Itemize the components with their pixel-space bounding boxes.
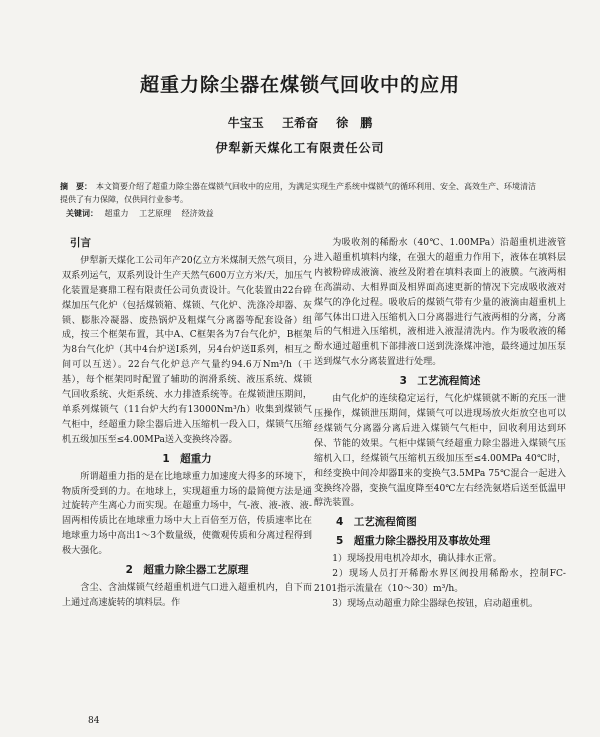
section-heading-3: 3 工艺流程简述 xyxy=(399,375,481,388)
section-2-paragraph: 含尘、含油煤锁气经超重机进气口进入超重机内，自下而上通过高速旋转的填料层。作 xyxy=(62,582,312,608)
keyword: 工艺原理 xyxy=(139,209,172,218)
intro-paragraph: 伊犁新天煤化工公司年产20亿立方米煤制天然气项目，分双系列运气，双系列设计生产天然气600万立方米/天，加压气化装置是赛鼎工程有限责任公司负责设计。气化装置由22台碎煤加压气化炉（包括煤锁箱、煤锁、气化炉、洗涤冷却器、灰锁、膨胀冷凝器、废热锅炉及粗煤气分离器等配套设备）组成，按三个框架布置，其中A、C框架各为7台气化炉，B框架为8台气化炉（其中4台炉送Ⅰ系列，另4台炉送Ⅱ系列，相互之间可以互送）。22台气化炉总产气量约94.6万Nm³/h（干基），每个框架同时配置了辅助的润滑系统、液压系统、煤锁气回收系统、火炬系统、水力排渣系统等。在煤锁泄压期间，单系列煤锁气（11台炉大约有13000Nm³/h）收集到煤锁气气柜中，经超重力除尘器后进入压缩机一段入口，煤锁气压缩机五级加压至≤4.00MPa送入变换终冷器。 xyxy=(62,255,312,445)
keywords-label: 关键词： xyxy=(66,208,98,218)
section-heading-5: 5 超重力除尘器投用及事故处理 xyxy=(336,535,491,548)
keywords xyxy=(66,208,222,219)
abstract-text: 本文简要介绍了超重力除尘器在煤锁气回收中的应用，为满足实现生产系统中煤锁气的循环利用、安全、高效生产、环境清洁提供了有力保障，仅供同行业参考。 xyxy=(60,182,536,204)
abstract xyxy=(60,180,542,206)
affiliation: 伊犁新天煤化工有限责任公司 xyxy=(215,141,385,155)
abstract-label: 摘 要： xyxy=(60,181,92,191)
author-name: 王希奋 xyxy=(281,116,318,130)
author-list xyxy=(0,114,600,131)
author-name: 徐 鹏 xyxy=(336,116,373,130)
section-heading-2: 2 超重力除尘器工艺原理 xyxy=(125,564,249,577)
left-column xyxy=(62,236,312,611)
page-number: 84 xyxy=(88,716,100,726)
paper-title: 超重力除尘器在煤锁气回收中的应用 xyxy=(139,74,460,96)
section-heading-1: 1 超重力 xyxy=(162,452,212,465)
section-heading-4: 4 工艺流程简图 xyxy=(336,516,417,529)
section-1-paragraph: 所谓超重力指的是在比地球重力加速度大得多的环境下，物质所受到的力。在地球上，实现超重力场的最简便方法是通过旋转产生离心力而实现。在超重力场中，气-液、液-液、液-固两相传质比在地球重力场中大上百倍至万倍，传质速率比在地球重力场中高出1～3个数量级，使微观传质和分离过程得到极大强化。 xyxy=(62,471,312,557)
procedure-step: 1）现场投用电机冷却水，确认排水正常。 xyxy=(332,554,502,565)
keyword: 超重力 xyxy=(104,209,129,218)
procedure-step: 2）现场人员打开稀酚水界区阀投用稀酚水，控制FC-2101指示流量在（10～30）m³/h。 xyxy=(314,569,566,594)
section-2-continued-paragraph: 为吸收剂的稀酚水（40℃、1.00MPa）沿超重机进液管进入超重机填料内缘，在强大的超重力作用下，液体在填料层内被粉碎成液滴、液丝及附着在填料表面上的液膜。气液两相在高湍动、大相界面及相界面高速更新的情况下完成吸收液对煤气的净化过程。吸收后的煤锁气带有少量的液滴由超重机上部气体出口进入压缩机入口分离器进行气液两相的分离，分离后的气相进入压缩机，液相进入液湿清洗内。作为吸收液的稀酚水通过超重机下部排液口送到洗涤煤冲池，最终通过加压泵送到煤气水分离装置进行处理。 xyxy=(314,238,566,368)
keyword: 经济效益 xyxy=(181,209,214,218)
section-heading-intro: 引言 xyxy=(70,237,91,249)
section-3-paragraph: 由气化炉的连续稳定运行，气化炉煤锁就不断的充压一泄压操作，煤锁泄压期间，煤锁气可以进现场放火炬放空也可以经煤锁气分离器分离后进入煤锁气气柜中，回收利用达到环保、节能的效果。气柜中煤锁气经超重力除尘器进入煤锁气压缩机入口，经煤锁气压缩机五级加压至≤4.00MPa 40℃时，和经变换中间冷却器Ⅱ来的变换气3.5MPa 75℃混合一起进入变换终冷器，变换气温度降至40℃左右经洗氨塔后送至低温甲醇洗装置。 xyxy=(314,394,566,509)
procedure-step: 3）现场点动超重力除尘器绿色按钮，启动超重机。 xyxy=(332,598,539,609)
right-column xyxy=(314,236,566,612)
author-name: 牛宝玉 xyxy=(227,116,264,130)
